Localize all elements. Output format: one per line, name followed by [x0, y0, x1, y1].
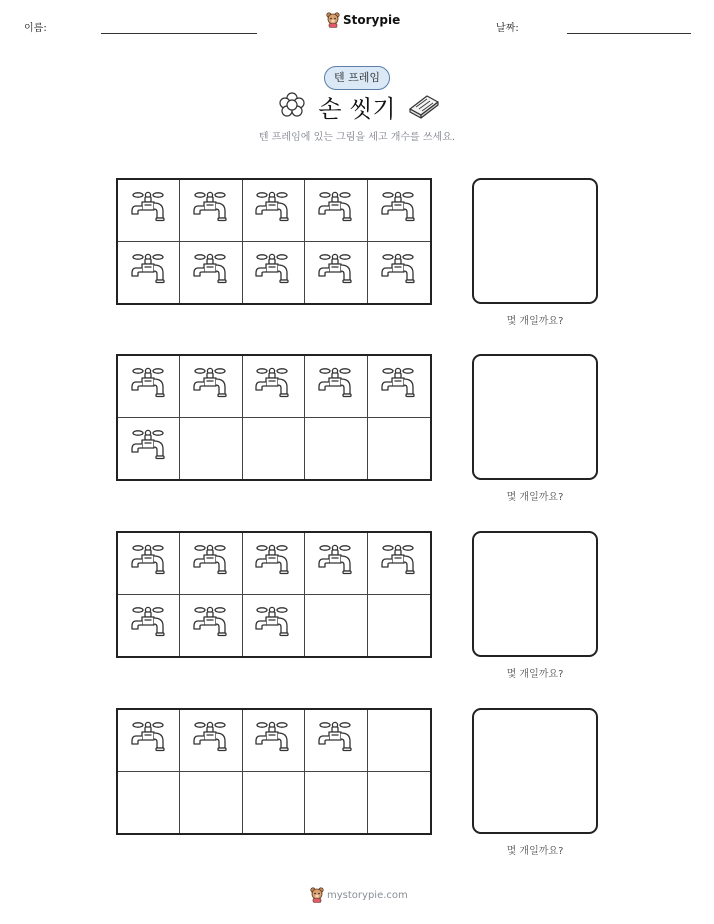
ten-frame-cell	[305, 710, 367, 772]
faucet-icon	[191, 188, 231, 232]
faucet-icon	[253, 250, 293, 294]
ten-frame-cell	[243, 180, 305, 242]
faucet-icon	[316, 364, 356, 408]
ten-frame-cell	[243, 595, 305, 657]
topic-badge: 텐 프레임	[324, 66, 390, 90]
ten-frame-cell	[368, 595, 430, 657]
ten-frame-cell	[243, 356, 305, 418]
faucet-icon	[316, 541, 356, 585]
question-label: 몇 개일까요?	[506, 316, 564, 327]
ten-frame-cell	[305, 180, 367, 242]
ten-frame-cell	[368, 356, 430, 418]
faucet-icon	[316, 718, 356, 762]
faucet-icon	[316, 188, 356, 232]
faucet-icon	[129, 603, 169, 647]
ten-frame-cell	[118, 356, 180, 418]
bear-mascot-icon	[326, 12, 340, 28]
faucet-icon	[191, 364, 231, 408]
ten-frame-cell	[180, 710, 242, 772]
ten-frame-cell	[305, 242, 367, 304]
ten-frame-cell	[180, 533, 242, 595]
ten-frame-cell	[243, 242, 305, 304]
ten-frame-cell	[118, 772, 180, 834]
faucet-icon	[379, 250, 419, 294]
ten-frame-cell	[180, 772, 242, 834]
ten-frame-cell	[368, 533, 430, 595]
ten-frame-cell	[368, 242, 430, 304]
faucet-icon	[379, 188, 419, 232]
faucet-icon	[129, 426, 169, 470]
faucet-icon	[191, 250, 231, 294]
faucet-icon	[129, 718, 169, 762]
brand-logo	[326, 12, 400, 28]
ten-frame-cell	[180, 418, 242, 480]
ten-frame-cell	[118, 595, 180, 657]
ten-frame-cell	[118, 533, 180, 595]
footer	[310, 887, 408, 903]
question-label: 몇 개일까요?	[506, 492, 564, 503]
ten-frame-cell	[180, 595, 242, 657]
faucet-icon	[316, 250, 356, 294]
soap-bar-icon	[407, 91, 441, 119]
ten-frame-cell	[305, 595, 367, 657]
answer-box[interactable]	[472, 708, 598, 834]
ten-frame-cell	[368, 710, 430, 772]
ten-frame-cell	[305, 772, 367, 834]
worksheet-title: 손 씻기	[318, 95, 396, 123]
name-label: 이름:	[24, 23, 47, 34]
ten-frame-cell	[305, 533, 367, 595]
faucet-icon	[191, 541, 231, 585]
footer-url: mystorypie.com	[327, 889, 408, 901]
ten-frame	[116, 354, 432, 481]
ten-frame-cell	[118, 710, 180, 772]
ten-frame-cell	[368, 180, 430, 242]
faucet-icon	[253, 364, 293, 408]
faucet-icon	[253, 541, 293, 585]
ten-frame-cell	[243, 772, 305, 834]
date-line[interactable]	[567, 33, 691, 34]
faucet-icon	[253, 718, 293, 762]
name-line[interactable]	[101, 33, 257, 34]
ten-frame-cell	[180, 180, 242, 242]
ten-frame-cell	[368, 418, 430, 480]
ten-frame-cell	[305, 418, 367, 480]
ten-frame	[116, 531, 432, 658]
faucet-icon	[379, 541, 419, 585]
ten-frame-cell	[243, 533, 305, 595]
faucet-icon	[191, 603, 231, 647]
faucet-icon	[129, 250, 169, 294]
ten-frame-cell	[305, 356, 367, 418]
faucet-icon	[191, 718, 231, 762]
faucet-icon	[253, 603, 293, 647]
faucet-icon	[129, 541, 169, 585]
bear-mascot-icon	[310, 887, 324, 903]
faucet-icon	[129, 188, 169, 232]
answer-box[interactable]	[472, 178, 598, 304]
ten-frame-cell	[180, 242, 242, 304]
ten-frame-cell	[118, 180, 180, 242]
ten-frame-cell	[368, 772, 430, 834]
answer-box[interactable]	[472, 354, 598, 480]
ten-frame-cell	[180, 356, 242, 418]
faucet-icon	[129, 364, 169, 408]
ten-frame-cell	[243, 418, 305, 480]
ten-frame-cell	[243, 710, 305, 772]
answer-box[interactable]	[472, 531, 598, 657]
instructions: 텐 프레임에 있는 그림을 세고 개수를 쓰세요.	[258, 132, 456, 143]
question-label: 몇 개일까요?	[506, 669, 564, 680]
ten-frame-cell	[118, 418, 180, 480]
ten-frame	[116, 708, 432, 835]
brand-name: Storypie	[343, 13, 401, 27]
date-label: 날짜:	[496, 23, 519, 34]
faucet-icon	[379, 364, 419, 408]
ten-frame	[116, 178, 432, 305]
faucet-icon	[253, 188, 293, 232]
question-label: 몇 개일까요?	[506, 846, 564, 857]
ten-frame-cell	[118, 242, 180, 304]
